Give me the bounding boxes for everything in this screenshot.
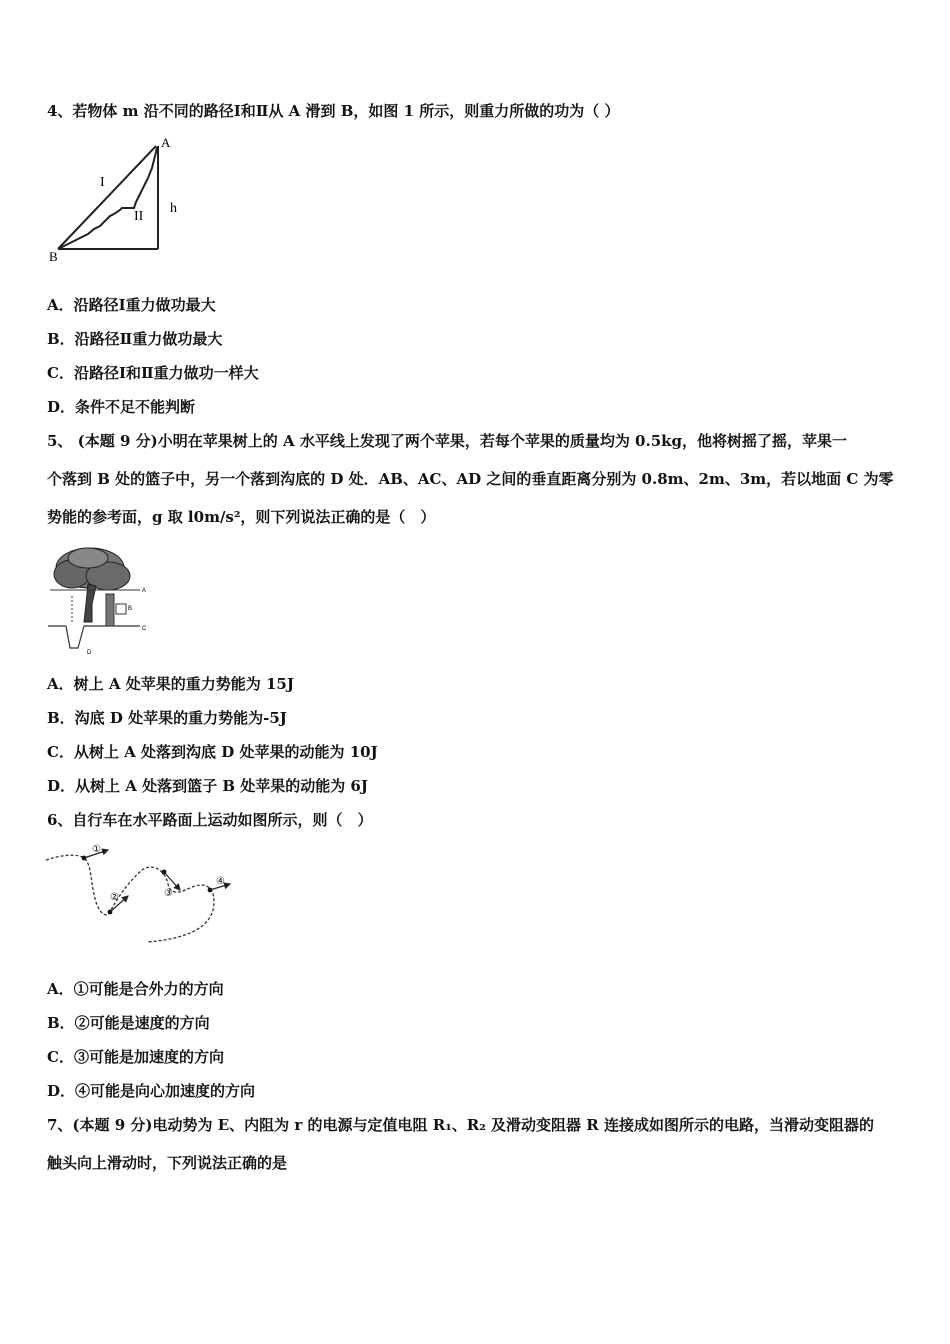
q5-basket — [116, 604, 126, 614]
q6-trajectory — [46, 855, 214, 942]
q5-label-c: C — [142, 626, 147, 632]
q5-option-b: B．沟底 D 处苹果的重力势能为-5J — [47, 709, 287, 727]
q5-stem-line-2: 个落到 B 处的篮子中，另一个落到沟底的 D 处．AB、AC、AD 之间的垂直距离分别为 0.8m、2m、3m，若以地面 C 为零 — [47, 470, 894, 488]
q6-mark-1: ① — [92, 844, 101, 855]
q4-figure — [44, 134, 194, 266]
q5-label-d: D — [87, 650, 92, 656]
q6-option-c: C．③可能是加速度的方向 — [47, 1048, 224, 1066]
q5-ditch — [66, 626, 84, 648]
q4-path-1 — [58, 146, 156, 249]
q4-label-path1: I — [100, 175, 105, 190]
q6-figure — [44, 842, 244, 948]
q5-figure — [44, 544, 156, 656]
q6-stem: 6、自行车在水平路面上运动如图所示，则（ ） — [47, 811, 373, 829]
q4-option-c: C．沿路径Ⅰ和Ⅱ重力做功一样大 — [47, 364, 259, 382]
q6-mark-2: ② — [110, 892, 119, 903]
q4-option-b: B．沿路径Ⅱ重力做功最大 — [47, 330, 223, 348]
q5-label-a: A — [142, 588, 147, 594]
q6-mark-4: ④ — [216, 876, 225, 887]
q5-stem-line-3: 势能的参考面，g 取 l0m/s²，则下列说法正确的是（ ） — [47, 508, 436, 526]
q7-stem-line-2: 触头向上滑动时，下列说法正确的是 — [47, 1154, 288, 1172]
q4-label-a: A — [161, 135, 171, 150]
q5-option-a: A．树上 A 处苹果的重力势能为 15J — [47, 675, 294, 693]
q5-option-c: C．从树上 A 处落到沟底 D 处苹果的动能为 10J — [47, 743, 378, 761]
q5-label-b: B — [128, 606, 133, 612]
q5-stem-line-1: 5、 (本题 9 分)小明在苹果树上的 A 水平线上发现了两个苹果，若每个苹果的质量均为 0.5kg，他将树摇了摇，苹果一 — [47, 432, 848, 450]
q7-stem-line-1: 7、(本题 9 分)电动势为 E、内阻为 r 的电源与定值电阻 R₁、R₂ 及滑动变阻器 R 连接成如图所示的电路，当滑动变阻器的 — [47, 1116, 874, 1134]
q6-mark-3: ③ — [164, 888, 173, 899]
q5-person — [106, 594, 114, 626]
q4-stem: 4、若物体 m 沿不同的路径Ⅰ和Ⅱ从 A 滑到 B，如图 1 所示，则重力所做的功为（ ） — [47, 102, 620, 120]
q6-option-a: A．①可能是合外力的方向 — [47, 980, 224, 998]
q6-option-d: D．④可能是向心加速度的方向 — [47, 1082, 256, 1100]
q4-label-path2: II — [134, 209, 144, 224]
q4-label-b: B — [49, 249, 58, 264]
q4-option-d: D．条件不足不能判断 — [47, 398, 196, 416]
q4-option-a: A．沿路径Ⅰ重力做功最大 — [47, 296, 216, 314]
tree-canopy — [54, 548, 130, 590]
q6-option-b: B．②可能是速度的方向 — [47, 1014, 210, 1032]
q5-option-d: D．从树上 A 处落到篮子 B 处苹果的动能为 6J — [47, 777, 368, 795]
q4-label-h: h — [170, 201, 177, 216]
